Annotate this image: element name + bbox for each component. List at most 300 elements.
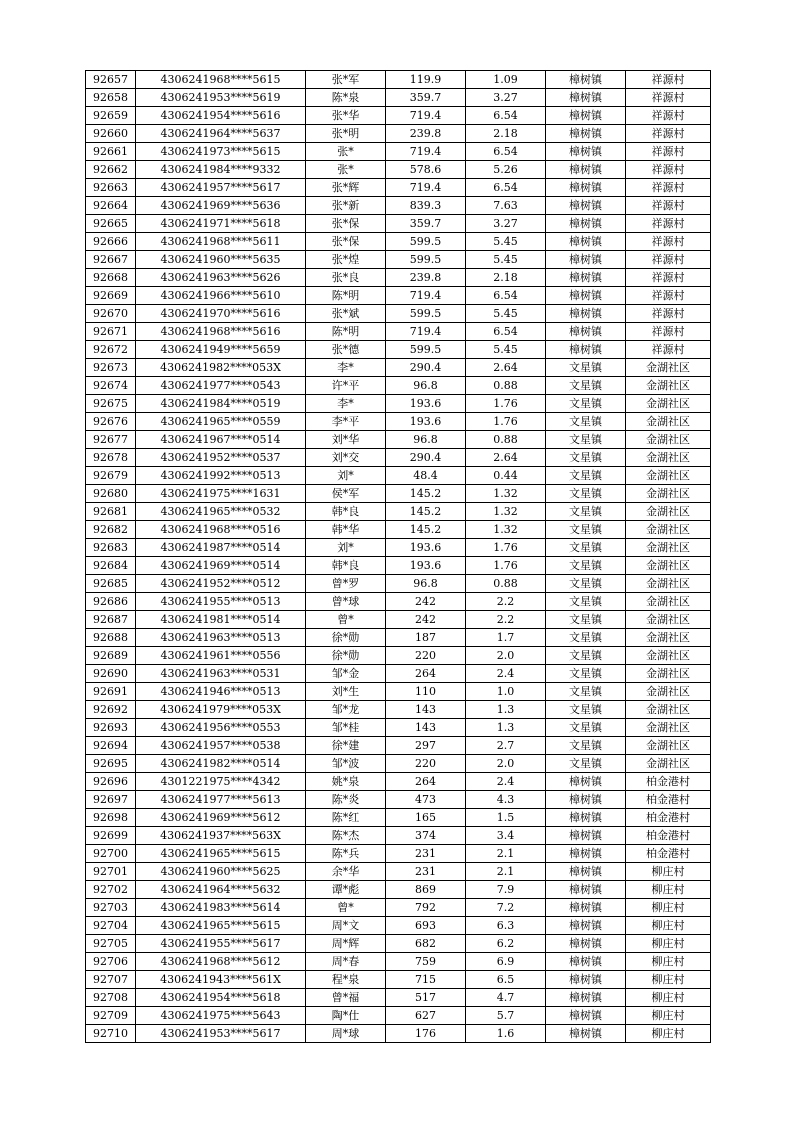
cell-town: 樟树镇 — [546, 287, 626, 305]
cell-id-number: 4306241970****5616 — [136, 305, 306, 323]
table-row — [86, 395, 711, 413]
cell-serial: 92667 — [86, 251, 136, 269]
cell-town: 文星镇 — [546, 467, 626, 485]
table-row — [86, 179, 711, 197]
table-row — [86, 341, 711, 359]
cell-town: 文星镇 — [546, 395, 626, 413]
cell-rate: 2.4 — [466, 665, 546, 683]
cell-serial: 92683 — [86, 539, 136, 557]
cell-amount: 297 — [386, 737, 466, 755]
cell-serial: 92709 — [86, 1007, 136, 1025]
cell-rate: 4.3 — [466, 791, 546, 809]
cell-amount: 290.4 — [386, 449, 466, 467]
cell-id-number: 4306241953****5617 — [136, 1025, 306, 1043]
cell-town: 樟树镇 — [546, 305, 626, 323]
cell-town: 樟树镇 — [546, 773, 626, 791]
cell-village: 柏金港村 — [626, 827, 711, 845]
cell-id-number: 4306241982****0514 — [136, 755, 306, 773]
cell-name: 曾* — [306, 611, 386, 629]
cell-rate: 7.9 — [466, 881, 546, 899]
cell-name: 陶*仕 — [306, 1007, 386, 1025]
cell-amount: 220 — [386, 755, 466, 773]
cell-village: 祥源村 — [626, 287, 711, 305]
cell-rate: 1.0 — [466, 683, 546, 701]
cell-id-number: 4306241952****0512 — [136, 575, 306, 593]
cell-id-number: 4306241968****5611 — [136, 233, 306, 251]
cell-serial: 92701 — [86, 863, 136, 881]
cell-town: 文星镇 — [546, 539, 626, 557]
cell-name: 陈*红 — [306, 809, 386, 827]
cell-serial: 92660 — [86, 125, 136, 143]
cell-id-number: 4306241963****0513 — [136, 629, 306, 647]
cell-id-number: 4306241969****5636 — [136, 197, 306, 215]
cell-town: 文星镇 — [546, 485, 626, 503]
table-row — [86, 989, 711, 1007]
cell-name: 张*保 — [306, 215, 386, 233]
cell-name: 张*良 — [306, 269, 386, 287]
cell-rate: 1.5 — [466, 809, 546, 827]
cell-amount: 839.3 — [386, 197, 466, 215]
cell-town: 文星镇 — [546, 719, 626, 737]
table-body — [86, 71, 711, 1043]
table-row — [86, 791, 711, 809]
cell-serial: 92659 — [86, 107, 136, 125]
cell-rate: 6.9 — [466, 953, 546, 971]
cell-rate: 2.18 — [466, 269, 546, 287]
cell-rate: 5.26 — [466, 161, 546, 179]
cell-serial: 92674 — [86, 377, 136, 395]
cell-id-number: 4306241965****0559 — [136, 413, 306, 431]
cell-amount: 143 — [386, 701, 466, 719]
cell-town: 樟树镇 — [546, 179, 626, 197]
cell-id-number: 4306241953****5619 — [136, 89, 306, 107]
cell-village: 金湖社区 — [626, 719, 711, 737]
cell-name: 邹*龙 — [306, 701, 386, 719]
cell-name: 余*华 — [306, 863, 386, 881]
cell-rate: 1.76 — [466, 557, 546, 575]
cell-rate: 3.27 — [466, 215, 546, 233]
cell-amount: 759 — [386, 953, 466, 971]
cell-village: 金湖社区 — [626, 665, 711, 683]
cell-id-number: 4306241965****5615 — [136, 917, 306, 935]
cell-village: 祥源村 — [626, 341, 711, 359]
cell-serial: 92704 — [86, 917, 136, 935]
cell-village: 金湖社区 — [626, 377, 711, 395]
cell-rate: 1.09 — [466, 71, 546, 89]
cell-name: 曾*罗 — [306, 575, 386, 593]
cell-amount: 48.4 — [386, 467, 466, 485]
cell-id-number: 4306241964****5632 — [136, 881, 306, 899]
cell-rate: 1.3 — [466, 701, 546, 719]
cell-amount: 96.8 — [386, 575, 466, 593]
cell-serial: 92669 — [86, 287, 136, 305]
cell-village: 柏金港村 — [626, 809, 711, 827]
cell-town: 樟树镇 — [546, 71, 626, 89]
cell-amount: 165 — [386, 809, 466, 827]
cell-amount: 176 — [386, 1025, 466, 1043]
cell-village: 金湖社区 — [626, 413, 711, 431]
cell-amount: 599.5 — [386, 305, 466, 323]
cell-town: 樟树镇 — [546, 215, 626, 233]
cell-serial: 92699 — [86, 827, 136, 845]
cell-id-number: 4306241966****5610 — [136, 287, 306, 305]
cell-village: 柏金港村 — [626, 791, 711, 809]
cell-amount: 231 — [386, 863, 466, 881]
cell-town: 文星镇 — [546, 629, 626, 647]
cell-rate: 6.54 — [466, 323, 546, 341]
table-row — [86, 323, 711, 341]
cell-town: 文星镇 — [546, 431, 626, 449]
cell-village: 金湖社区 — [626, 395, 711, 413]
cell-rate: 4.7 — [466, 989, 546, 1007]
cell-amount: 193.6 — [386, 539, 466, 557]
cell-rate: 1.3 — [466, 719, 546, 737]
cell-amount: 599.5 — [386, 251, 466, 269]
cell-village: 柳庄村 — [626, 971, 711, 989]
cell-id-number: 4306241937****563X — [136, 827, 306, 845]
cell-id-number: 4306241969****0514 — [136, 557, 306, 575]
cell-village: 柏金港村 — [626, 773, 711, 791]
table-row — [86, 539, 711, 557]
beneficiary-table — [85, 70, 711, 1043]
cell-serial: 92681 — [86, 503, 136, 521]
cell-rate: 5.45 — [466, 233, 546, 251]
cell-rate: 0.88 — [466, 431, 546, 449]
cell-rate: 0.88 — [466, 377, 546, 395]
cell-name: 侯*军 — [306, 485, 386, 503]
cell-id-number: 4306241949****5659 — [136, 341, 306, 359]
cell-town: 樟树镇 — [546, 89, 626, 107]
cell-name: 李* — [306, 359, 386, 377]
cell-village: 金湖社区 — [626, 701, 711, 719]
cell-town: 文星镇 — [546, 377, 626, 395]
cell-amount: 374 — [386, 827, 466, 845]
table-row — [86, 197, 711, 215]
cell-amount: 231 — [386, 845, 466, 863]
cell-id-number: 4306241984****9332 — [136, 161, 306, 179]
cell-amount: 359.7 — [386, 89, 466, 107]
cell-amount: 119.9 — [386, 71, 466, 89]
cell-rate: 5.45 — [466, 341, 546, 359]
cell-name: 谭*彪 — [306, 881, 386, 899]
cell-town: 樟树镇 — [546, 989, 626, 1007]
cell-serial: 92662 — [86, 161, 136, 179]
cell-name: 张*军 — [306, 71, 386, 89]
cell-amount: 145.2 — [386, 503, 466, 521]
cell-name: 张* — [306, 161, 386, 179]
cell-village: 金湖社区 — [626, 683, 711, 701]
table-row — [86, 161, 711, 179]
cell-amount: 239.8 — [386, 269, 466, 287]
cell-name: 姚*泉 — [306, 773, 386, 791]
cell-serial: 92672 — [86, 341, 136, 359]
cell-rate: 6.54 — [466, 143, 546, 161]
cell-rate: 5.45 — [466, 251, 546, 269]
cell-town: 文星镇 — [546, 665, 626, 683]
cell-amount: 719.4 — [386, 143, 466, 161]
cell-name: 徐*勋 — [306, 647, 386, 665]
table-row — [86, 71, 711, 89]
cell-id-number: 4306241954****5618 — [136, 989, 306, 1007]
cell-rate: 2.4 — [466, 773, 546, 791]
cell-serial: 92666 — [86, 233, 136, 251]
cell-name: 刘*交 — [306, 449, 386, 467]
cell-rate: 2.2 — [466, 611, 546, 629]
cell-id-number: 4306241979****053X — [136, 701, 306, 719]
cell-name: 刘*生 — [306, 683, 386, 701]
cell-amount: 239.8 — [386, 125, 466, 143]
cell-serial: 92698 — [86, 809, 136, 827]
cell-name: 周*球 — [306, 1025, 386, 1043]
cell-town: 樟树镇 — [546, 971, 626, 989]
cell-serial: 92700 — [86, 845, 136, 863]
cell-village: 祥源村 — [626, 161, 711, 179]
cell-rate: 2.2 — [466, 593, 546, 611]
cell-town: 文星镇 — [546, 521, 626, 539]
cell-town: 樟树镇 — [546, 161, 626, 179]
cell-rate: 6.54 — [466, 287, 546, 305]
cell-id-number: 4306241973****5615 — [136, 143, 306, 161]
table-row — [86, 683, 711, 701]
table-row — [86, 233, 711, 251]
table-row — [86, 107, 711, 125]
cell-name: 张*保 — [306, 233, 386, 251]
cell-serial: 92710 — [86, 1025, 136, 1043]
table-row — [86, 863, 711, 881]
cell-town: 樟树镇 — [546, 197, 626, 215]
cell-rate: 6.54 — [466, 179, 546, 197]
cell-village: 金湖社区 — [626, 359, 711, 377]
cell-village: 金湖社区 — [626, 575, 711, 593]
table-row — [86, 629, 711, 647]
cell-town: 樟树镇 — [546, 107, 626, 125]
cell-name: 陈*兵 — [306, 845, 386, 863]
cell-id-number: 4306241961****0556 — [136, 647, 306, 665]
cell-town: 文星镇 — [546, 737, 626, 755]
cell-serial: 92707 — [86, 971, 136, 989]
cell-id-number: 4306241967****0514 — [136, 431, 306, 449]
cell-town: 文星镇 — [546, 683, 626, 701]
table-row — [86, 899, 711, 917]
table-row — [86, 557, 711, 575]
cell-village: 祥源村 — [626, 197, 711, 215]
cell-serial: 92688 — [86, 629, 136, 647]
cell-rate: 1.32 — [466, 503, 546, 521]
cell-amount: 719.4 — [386, 179, 466, 197]
cell-id-number: 4306241963****5626 — [136, 269, 306, 287]
table-row — [86, 737, 711, 755]
cell-village: 祥源村 — [626, 71, 711, 89]
cell-amount: 193.6 — [386, 395, 466, 413]
table-row — [86, 521, 711, 539]
cell-amount: 682 — [386, 935, 466, 953]
cell-amount: 193.6 — [386, 557, 466, 575]
cell-name: 周*春 — [306, 953, 386, 971]
cell-rate: 7.2 — [466, 899, 546, 917]
cell-rate: 1.32 — [466, 485, 546, 503]
cell-id-number: 4306241983****5614 — [136, 899, 306, 917]
table-row — [86, 125, 711, 143]
cell-name: 韩*良 — [306, 557, 386, 575]
cell-serial: 92692 — [86, 701, 136, 719]
cell-rate: 6.2 — [466, 935, 546, 953]
cell-id-number: 4306241968****5616 — [136, 323, 306, 341]
cell-town: 樟树镇 — [546, 269, 626, 287]
cell-village: 柳庄村 — [626, 989, 711, 1007]
cell-name: 曾*球 — [306, 593, 386, 611]
cell-id-number: 4306241971****5618 — [136, 215, 306, 233]
cell-serial: 92697 — [86, 791, 136, 809]
cell-village: 柳庄村 — [626, 881, 711, 899]
cell-village: 金湖社区 — [626, 647, 711, 665]
cell-id-number: 4306241977****5613 — [136, 791, 306, 809]
cell-serial: 92668 — [86, 269, 136, 287]
cell-id-number: 4306241982****053X — [136, 359, 306, 377]
cell-village: 祥源村 — [626, 305, 711, 323]
cell-amount: 193.6 — [386, 413, 466, 431]
cell-town: 文星镇 — [546, 701, 626, 719]
cell-serial: 92703 — [86, 899, 136, 917]
cell-serial: 92680 — [86, 485, 136, 503]
cell-village: 柳庄村 — [626, 1025, 711, 1043]
cell-name: 徐*勋 — [306, 629, 386, 647]
table-row — [86, 719, 711, 737]
cell-amount: 110 — [386, 683, 466, 701]
cell-village: 祥源村 — [626, 233, 711, 251]
cell-name: 李* — [306, 395, 386, 413]
cell-amount: 715 — [386, 971, 466, 989]
cell-village: 金湖社区 — [626, 539, 711, 557]
cell-serial: 92705 — [86, 935, 136, 953]
cell-town: 文星镇 — [546, 575, 626, 593]
cell-village: 祥源村 — [626, 251, 711, 269]
cell-name: 韩*华 — [306, 521, 386, 539]
cell-name: 徐*建 — [306, 737, 386, 755]
table-row — [86, 845, 711, 863]
cell-serial: 92673 — [86, 359, 136, 377]
table-row — [86, 269, 711, 287]
cell-town: 文星镇 — [546, 611, 626, 629]
cell-amount: 792 — [386, 899, 466, 917]
table-row — [86, 287, 711, 305]
cell-name: 张*新 — [306, 197, 386, 215]
table-row — [86, 359, 711, 377]
table-row — [86, 593, 711, 611]
cell-serial: 92676 — [86, 413, 136, 431]
cell-village: 祥源村 — [626, 179, 711, 197]
cell-id-number: 4306241954****5616 — [136, 107, 306, 125]
table-row — [86, 377, 711, 395]
cell-town: 樟树镇 — [546, 251, 626, 269]
cell-id-number: 4306241965****5615 — [136, 845, 306, 863]
cell-amount: 578.6 — [386, 161, 466, 179]
cell-id-number: 4306241992****0513 — [136, 467, 306, 485]
cell-name: 张*德 — [306, 341, 386, 359]
cell-village: 金湖社区 — [626, 611, 711, 629]
cell-rate: 2.18 — [466, 125, 546, 143]
cell-town: 文星镇 — [546, 755, 626, 773]
table-row — [86, 953, 711, 971]
cell-town: 樟树镇 — [546, 1007, 626, 1025]
table-row — [86, 935, 711, 953]
cell-rate: 2.7 — [466, 737, 546, 755]
cell-id-number: 4306241968****0516 — [136, 521, 306, 539]
cell-serial: 92679 — [86, 467, 136, 485]
cell-name: 刘* — [306, 467, 386, 485]
cell-town: 樟树镇 — [546, 233, 626, 251]
cell-town: 文星镇 — [546, 647, 626, 665]
cell-amount: 242 — [386, 611, 466, 629]
cell-village: 柳庄村 — [626, 935, 711, 953]
cell-amount: 599.5 — [386, 233, 466, 251]
cell-id-number: 4306241957****5617 — [136, 179, 306, 197]
cell-name: 许*平 — [306, 377, 386, 395]
cell-id-number: 4301221975****4342 — [136, 773, 306, 791]
cell-serial: 92694 — [86, 737, 136, 755]
cell-village: 祥源村 — [626, 269, 711, 287]
cell-serial: 92658 — [86, 89, 136, 107]
cell-amount: 599.5 — [386, 341, 466, 359]
cell-id-number: 4306241955****5617 — [136, 935, 306, 953]
cell-village: 金湖社区 — [626, 593, 711, 611]
cell-village: 金湖社区 — [626, 629, 711, 647]
cell-amount: 143 — [386, 719, 466, 737]
cell-amount: 719.4 — [386, 287, 466, 305]
table-row — [86, 1025, 711, 1043]
cell-amount: 264 — [386, 773, 466, 791]
cell-serial: 92706 — [86, 953, 136, 971]
table-row — [86, 431, 711, 449]
cell-amount: 719.4 — [386, 323, 466, 341]
cell-id-number: 4306241960****5625 — [136, 863, 306, 881]
cell-id-number: 4306241975****5643 — [136, 1007, 306, 1025]
table-row — [86, 647, 711, 665]
cell-id-number: 4306241952****0537 — [136, 449, 306, 467]
cell-id-number: 4306241960****5635 — [136, 251, 306, 269]
cell-id-number: 4306241981****0514 — [136, 611, 306, 629]
cell-serial: 92690 — [86, 665, 136, 683]
cell-name: 邹*桂 — [306, 719, 386, 737]
cell-serial: 92677 — [86, 431, 136, 449]
cell-village: 祥源村 — [626, 143, 711, 161]
cell-village: 金湖社区 — [626, 503, 711, 521]
cell-serial: 92661 — [86, 143, 136, 161]
cell-id-number: 4306241946****0513 — [136, 683, 306, 701]
cell-id-number: 4306241984****0519 — [136, 395, 306, 413]
cell-serial: 92689 — [86, 647, 136, 665]
cell-name: 邹*金 — [306, 665, 386, 683]
cell-village: 祥源村 — [626, 107, 711, 125]
cell-rate: 1.76 — [466, 539, 546, 557]
cell-amount: 264 — [386, 665, 466, 683]
cell-village: 金湖社区 — [626, 485, 711, 503]
cell-amount: 96.8 — [386, 377, 466, 395]
table-row — [86, 485, 711, 503]
cell-id-number: 4306241975****1631 — [136, 485, 306, 503]
cell-amount: 187 — [386, 629, 466, 647]
cell-amount: 693 — [386, 917, 466, 935]
cell-town: 文星镇 — [546, 413, 626, 431]
cell-village: 金湖社区 — [626, 467, 711, 485]
cell-village: 柳庄村 — [626, 863, 711, 881]
table-row — [86, 503, 711, 521]
table-row — [86, 665, 711, 683]
cell-rate: 1.76 — [466, 395, 546, 413]
cell-serial: 92663 — [86, 179, 136, 197]
cell-amount: 145.2 — [386, 485, 466, 503]
cell-amount: 220 — [386, 647, 466, 665]
cell-serial: 92691 — [86, 683, 136, 701]
